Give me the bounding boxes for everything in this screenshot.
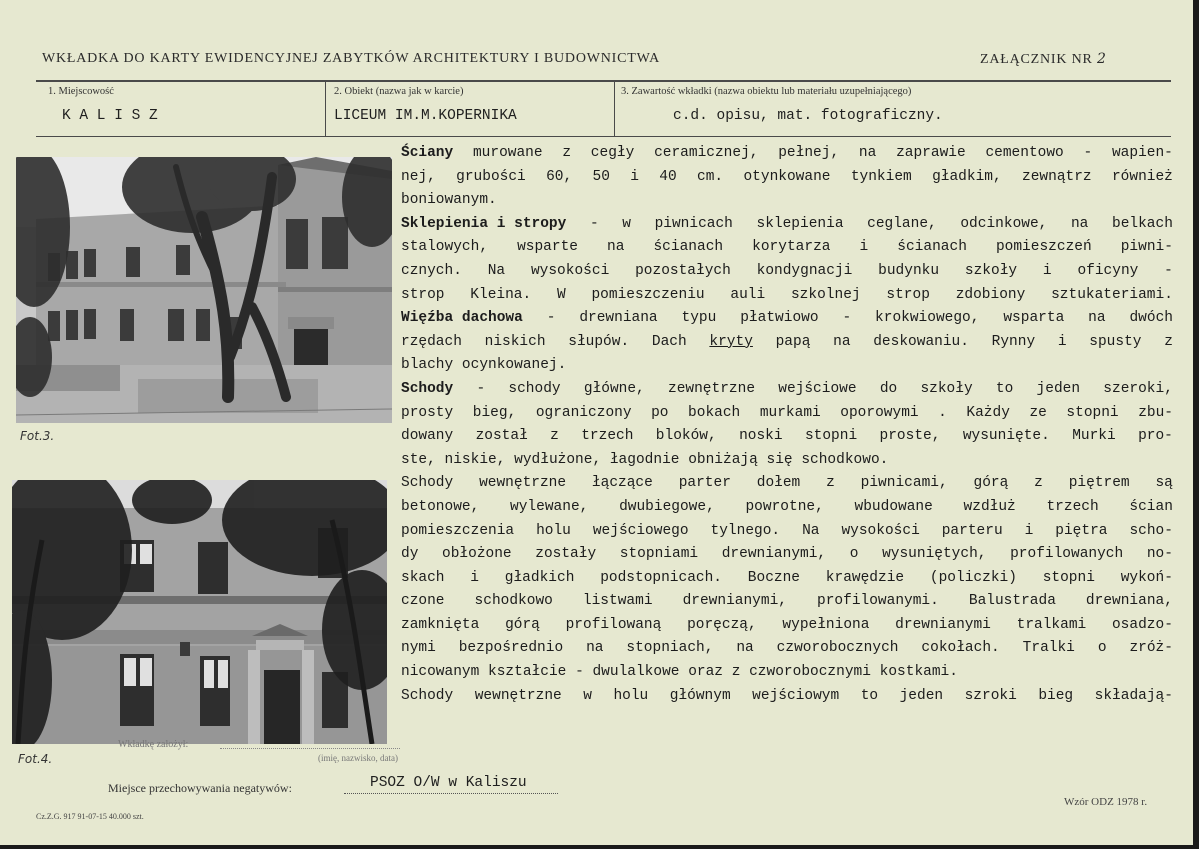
description-word: krokwiowego, <box>875 310 980 327</box>
description-line <box>401 472 1173 496</box>
description-line <box>401 189 1173 213</box>
description-line <box>401 402 1173 426</box>
description-word: pomieszczeniu <box>591 286 705 303</box>
description-word: płatwiowo <box>740 310 819 327</box>
description-line <box>401 614 1173 638</box>
description-word: wbudowane <box>854 498 933 515</box>
description-line <box>401 449 1173 473</box>
description-word: cokołach. <box>921 640 1000 657</box>
grid-bottom-rule <box>36 136 1171 137</box>
description-word: wypełniona <box>782 616 870 633</box>
description-word: na <box>1070 215 1089 232</box>
description-word: Schody <box>401 687 454 704</box>
description-word: na <box>586 640 604 657</box>
description-word: parter <box>678 475 731 492</box>
description-word: szroki <box>964 687 1017 704</box>
description-word: Dach <box>651 333 687 350</box>
description-word: stalowych, <box>401 239 489 256</box>
description-line <box>401 260 1173 284</box>
description-word: profilowanymi. <box>817 593 939 610</box>
description-word: Każdy <box>966 404 1010 421</box>
description-word: składają- <box>1094 687 1173 704</box>
description-word: piwnicach <box>654 215 733 232</box>
description-word: obniżają <box>688 451 758 468</box>
field-1-value: K A L I S Z <box>62 108 158 124</box>
description-word: szkoły <box>964 262 1018 279</box>
description-line <box>401 425 1173 449</box>
description-word: dwulalkowe <box>592 664 680 681</box>
description-word: górą <box>973 475 1009 492</box>
photo-fot-4 <box>12 480 387 744</box>
description-word: wapien- <box>1111 145 1173 161</box>
description-word: Schody <box>401 475 454 492</box>
description-word: - <box>1083 145 1093 161</box>
description-word: z <box>550 428 559 445</box>
description-word: zewnątrz <box>1022 168 1092 185</box>
description-word: (policzki) <box>929 569 1017 586</box>
description-word: auli <box>730 286 766 303</box>
description-word: obłożone <box>442 546 512 563</box>
description-line <box>401 590 1173 614</box>
description-word: W <box>557 286 566 303</box>
form-model: Wzór ODZ 1978 r. <box>1064 796 1148 808</box>
description-line <box>401 685 1173 709</box>
description-word: tralkami <box>1016 616 1087 633</box>
description-word: zaprawie <box>896 145 966 161</box>
description-word: się <box>766 451 793 468</box>
description-word: tylnego. <box>710 522 781 539</box>
description-word: niskich <box>484 333 546 350</box>
grid-divider-1 <box>325 80 326 137</box>
description-word: bezpośrednio <box>458 640 564 657</box>
description-word: wsparta <box>1003 310 1065 327</box>
description-word: nej, <box>401 168 436 185</box>
description-line <box>401 567 1173 591</box>
description-word: zewnętrzne <box>668 380 756 397</box>
description-word: oficyny <box>1077 262 1139 279</box>
description-word: schodkowo <box>474 593 553 610</box>
description-word: ograniczony <box>535 404 632 421</box>
description-line <box>401 354 1173 378</box>
description-word: typu <box>681 310 717 327</box>
description-word: ścianach <box>897 239 967 256</box>
description-word: stopni <box>1042 569 1095 586</box>
description-word: po <box>651 404 669 421</box>
description-word: do <box>879 380 898 397</box>
description-word: piętrem <box>1068 475 1130 492</box>
description-word: pełnej, <box>778 145 840 161</box>
description-word: o <box>1097 640 1107 657</box>
description-word: wydłużone, <box>514 451 602 468</box>
description-word: deskowaniu. <box>873 333 969 350</box>
description-line <box>401 284 1173 308</box>
attachment-label: ZAŁĄCZNIK NR <box>980 52 1093 67</box>
description-word: piwnicami, <box>860 475 948 492</box>
description-word: z <box>826 475 835 492</box>
description-word: Sklepienia i stropy <box>401 215 567 232</box>
description-word: trzech <box>581 428 634 445</box>
description-word: strop <box>886 286 930 303</box>
description-word: ceramicznej, <box>654 145 759 161</box>
description-word: stopni <box>1066 404 1119 421</box>
description-word: . <box>938 404 947 421</box>
description-word: Więźba dachowa <box>401 310 523 327</box>
description-word: Na <box>487 262 506 279</box>
description-word: wysokości <box>530 262 610 279</box>
description-word: spusty <box>1089 333 1142 350</box>
form-title: WKŁADKA DO KARTY EWIDENCYJNEJ ZABYTKÓW ARCHITEKTURY I BUDOWNICTWA <box>42 51 660 66</box>
description-word: czworobocznych <box>776 640 899 657</box>
description-word: zróż- <box>1129 640 1173 657</box>
description-line <box>401 142 1173 166</box>
description-word: kondygnacji <box>756 262 853 279</box>
negatives-dotted-line <box>344 793 558 794</box>
description-line <box>401 236 1173 260</box>
description-word: wewnętrzne <box>474 687 562 704</box>
description-word: gładkich <box>504 569 575 586</box>
description-word: schodkowo. <box>801 451 889 468</box>
description-word: - <box>476 380 486 397</box>
print-info: Cz.Z.G. 917 91-07-15 40.000 szt. <box>36 812 144 821</box>
description-word: ste, <box>401 451 436 468</box>
field-1-label: 1. Miejscowość <box>48 86 114 97</box>
description-word: bokach <box>688 404 741 421</box>
description-word: wysokości <box>841 522 920 539</box>
description-word: Na <box>802 522 820 539</box>
description-word: Ściany <box>401 145 454 161</box>
description-word: i <box>1024 522 1034 539</box>
description-word: murkami <box>759 404 821 421</box>
description-word: ścianach <box>653 239 724 256</box>
description-word: wsparte <box>517 239 578 256</box>
photo-fot-4-caption: Fot.4. <box>18 752 53 766</box>
description-line <box>401 307 1173 331</box>
description-line <box>401 331 1173 355</box>
description-word: wejściowym <box>752 687 840 704</box>
description-word: korytarza <box>752 239 831 256</box>
description-word: górą <box>505 616 540 633</box>
description-line <box>401 520 1173 544</box>
description-line <box>401 661 1173 685</box>
description-line <box>401 637 1173 661</box>
description-word: parteru <box>941 522 1003 539</box>
description-word: Rynny <box>991 333 1036 350</box>
description-word: - <box>575 664 584 681</box>
description-word: proste, <box>879 428 941 445</box>
description-word: Murki <box>1072 428 1116 445</box>
description-word: szkoły <box>920 380 973 397</box>
description-word: holu <box>536 522 571 539</box>
description-word: o <box>849 546 859 563</box>
description-word: również <box>1111 168 1173 185</box>
grid-top-rule <box>36 80 1171 82</box>
description-word: główne, <box>583 380 645 397</box>
description-word: Schody <box>401 380 454 397</box>
description-word: 60, <box>546 168 573 185</box>
description-word: drewnianymi <box>895 616 991 633</box>
description-word: słupów. <box>568 333 630 350</box>
description-word: cm. <box>697 168 724 185</box>
description-word: 40 <box>659 168 677 185</box>
description-word: Boczne <box>747 569 801 586</box>
description-word: i <box>1057 333 1067 350</box>
description-word: schody <box>508 380 561 397</box>
description-word: blachy <box>401 357 454 374</box>
description-word: tynkiem <box>850 168 912 185</box>
description-word: ze <box>1029 404 1047 421</box>
page-edge-right <box>1193 0 1199 849</box>
description-word: wysunięte. <box>962 428 1050 445</box>
description-word: odcinkowe, <box>960 215 1048 232</box>
description-word: - <box>842 310 852 327</box>
description-word: dwubiegowe, <box>619 498 715 515</box>
description-word: kostkami. <box>879 664 958 681</box>
description-word: zdobiony <box>955 286 1026 303</box>
description-word: trzech <box>1046 498 1099 515</box>
description-word: oraz <box>688 664 723 681</box>
description-word: szkolnej <box>790 286 861 303</box>
field-2-label: 2. Obiekt (nazwa jak w karcie) <box>334 86 464 97</box>
description-word: pro- <box>1138 428 1173 445</box>
grid-divider-2 <box>614 80 615 137</box>
description-word: na <box>833 333 851 350</box>
description-word: dowany <box>401 428 454 445</box>
description-word: są <box>1155 475 1173 492</box>
description-word: został <box>475 428 528 445</box>
description-word: wejściowego <box>592 522 689 539</box>
description-word: - <box>546 310 556 327</box>
description-word: na <box>858 145 877 161</box>
description-word: papą <box>775 333 811 350</box>
description-word: bieg, <box>472 404 517 421</box>
description-word: kryty <box>709 333 753 350</box>
description-line <box>401 213 1173 237</box>
description-word: nymi <box>401 640 436 657</box>
description-word: drewnianymi, <box>682 593 787 610</box>
description-word: wewnętrzne <box>479 475 567 492</box>
description-word: - <box>1164 262 1173 279</box>
description-word: grubości <box>456 168 526 185</box>
description-word: wzdłuż <box>963 498 1016 515</box>
description-word: i <box>630 168 639 185</box>
description-word: drewnianymi, <box>721 546 827 563</box>
description-word: ścian <box>1129 498 1173 515</box>
description-word: w <box>622 215 631 232</box>
description-word: zostały <box>535 546 597 563</box>
description-word: sztukateriami. <box>1051 286 1173 303</box>
description-word: holu <box>613 687 649 704</box>
description-word: strop <box>401 286 445 303</box>
description-word: noski <box>739 428 783 445</box>
description-word: kształcie <box>488 664 567 681</box>
description-word: szeroki, <box>1103 380 1173 397</box>
description-word: stopniami <box>619 546 699 563</box>
description-word: stopni <box>804 428 858 445</box>
description-word: 50 <box>592 168 610 185</box>
description-word: z <box>562 145 572 161</box>
description-word: cegły <box>590 145 635 161</box>
field-3-value: c.d. opisu, mat. fotograficzny. <box>673 108 943 124</box>
description-word: zbu- <box>1138 404 1173 421</box>
description-word: profilowaną <box>565 616 662 633</box>
description-word: bieg <box>1038 687 1074 704</box>
description-line <box>401 166 1173 190</box>
description-word: drewniana <box>579 310 658 327</box>
description-word: dołem <box>756 475 801 492</box>
description-word: gładkim, <box>932 168 1002 185</box>
form-line-author-dots <box>220 748 400 749</box>
description-word: krawędzie <box>825 569 905 586</box>
description-word: rzędach <box>401 333 462 350</box>
description-word: ceglane, <box>867 215 937 232</box>
description-word: drewniana, <box>1085 593 1173 610</box>
description-word: poręczą, <box>687 616 757 633</box>
description-word: jeden <box>899 687 944 704</box>
description-word: cementowo <box>985 145 1064 161</box>
description-word: - <box>589 215 599 232</box>
field-3-label: 3. Zawartość wkładki (nazwa obiektu lub materiału uzupełniającego) <box>621 86 912 97</box>
page-edge-bottom <box>0 845 1199 849</box>
description-word: Kleina. <box>470 286 532 303</box>
description-word: otynkowane <box>743 168 831 185</box>
description-word: oporowymi <box>840 404 919 421</box>
description-word: listwami <box>582 593 653 610</box>
description-word: dwóch <box>1129 310 1173 327</box>
description-word: na <box>736 640 754 657</box>
description-word: z <box>731 664 741 681</box>
attachment-number-handwritten: 2 <box>1096 51 1107 67</box>
description-word: z <box>1034 475 1043 492</box>
description-word: z <box>1164 333 1173 350</box>
description-word: głównym <box>669 687 731 704</box>
description-text <box>401 142 1173 708</box>
description-word: prosty <box>401 404 454 421</box>
description-word: dy <box>401 546 419 563</box>
description-word: to <box>995 380 1014 397</box>
description-word: nicowanym <box>401 664 480 681</box>
description-word: powrotne, <box>745 498 824 515</box>
description-word: osadzo- <box>1111 616 1173 633</box>
description-word: stopniach, <box>626 640 714 657</box>
description-word: no- <box>1146 546 1173 563</box>
description-word: i <box>470 569 479 586</box>
description-word: wykoń- <box>1120 569 1173 586</box>
description-word: belkach <box>1112 215 1173 232</box>
photo-fot-3 <box>16 157 392 423</box>
description-word: niskie, <box>444 451 506 468</box>
description-word: Balustrada <box>968 593 1056 610</box>
description-word: w <box>583 687 592 704</box>
description-word: Tralki <box>1022 640 1075 657</box>
description-word: pomieszczeń <box>995 239 1092 256</box>
description-word: na <box>607 239 625 256</box>
description-line <box>401 378 1173 402</box>
description-word: betonowe, <box>401 498 480 515</box>
description-word: budynku <box>878 262 940 279</box>
description-word: sklepienia <box>756 215 844 232</box>
description-word: cznych. <box>401 262 462 279</box>
photo-fot-3-caption: Fot.3. <box>20 429 55 443</box>
description-line <box>401 496 1173 520</box>
description-word: murowane <box>472 145 543 161</box>
description-word: piwni- <box>1120 239 1173 256</box>
description-word: pomieszczenia <box>401 522 515 539</box>
negatives-label: Miejsce przechowywania negatywów: <box>108 781 292 795</box>
form-line-author-hint: (imię, nazwisko, data) <box>318 753 398 763</box>
description-word: wylewane, <box>510 498 589 515</box>
description-word: piętra <box>1055 522 1108 539</box>
description-word: profilowanych <box>1010 546 1124 563</box>
form-line-author-label: Wkładkę założył: <box>118 739 189 750</box>
description-word: łagodnie <box>609 451 680 468</box>
description-word: ocynkowanej. <box>461 357 567 374</box>
description-word: i <box>859 239 869 256</box>
description-line <box>401 543 1173 567</box>
description-word: skach <box>401 569 445 586</box>
description-word: jeden <box>1036 380 1081 397</box>
description-word: to <box>860 687 879 704</box>
description-word: podstopnicach. <box>600 569 723 586</box>
description-word: pozostałych <box>635 262 731 279</box>
description-word: wejściowe <box>778 380 857 397</box>
description-word: na <box>1088 310 1106 327</box>
description-word: łączące <box>591 475 653 492</box>
field-2-value: LICEUM IM.M.KOPERNIKA <box>334 108 517 124</box>
description-word: czone <box>401 593 445 610</box>
description-word: wysuniętych, <box>882 546 987 563</box>
attachment-number <box>980 51 1107 68</box>
description-word: scho- <box>1129 522 1173 539</box>
description-word: boniowanym. <box>401 192 497 209</box>
negatives-value: PSOZ O/W w Kaliszu <box>370 775 527 791</box>
description-word: zamknięta <box>401 616 480 633</box>
description-word: bloków, <box>655 428 717 445</box>
description-word: czworobocznymi <box>749 664 871 681</box>
description-word: i <box>1042 262 1052 279</box>
